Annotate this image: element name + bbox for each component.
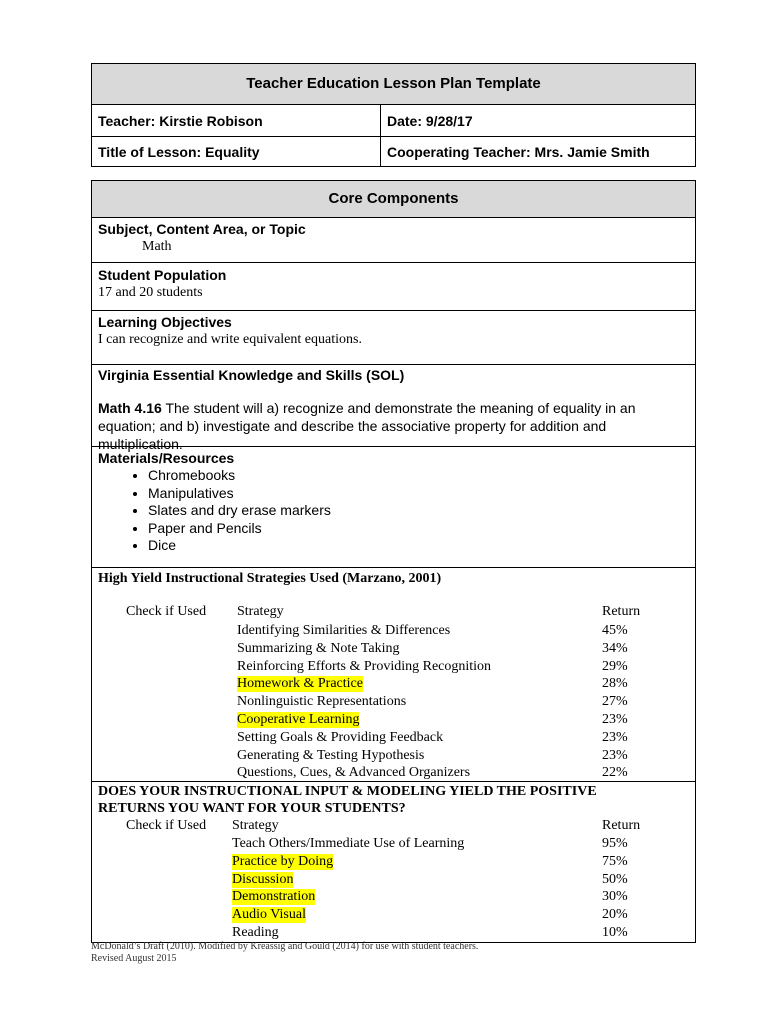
strategy-name: Reading — [232, 925, 279, 940]
sol-heading: Virginia Essential Knowledge and Skills (SOL) — [98, 367, 405, 383]
list-item: • Paper and Pencils — [148, 520, 689, 538]
returns-heading-line1: DOES YOUR INSTRUCTIONAL INPUT & MODELING YIELD THE POSITIVE — [98, 784, 597, 799]
strategy-return: 45% — [602, 623, 628, 638]
population-heading: Student Population — [98, 267, 227, 283]
date-field: Date: 9/28/17 — [387, 112, 473, 129]
returns-heading-line2: RETURNS YOU WANT FOR YOUR STUDENTS? — [98, 801, 406, 816]
strategy-return: 28% — [602, 676, 628, 692]
sol-code: Math 4.16 — [98, 400, 162, 416]
high-yield-col-check: Check if Used — [126, 604, 207, 619]
sol-line1: The student will a) recognize and demonstrate the meaning of equality in an — [161, 400, 636, 416]
subject-section — [92, 218, 695, 262]
sol-line2: equation; and b) investigate and describe the associative property for addition and multiplication. — [98, 418, 607, 452]
strategy-return: 95% — [602, 836, 628, 851]
strategy-name: Teach Others/Immediate Use of Learning — [232, 836, 465, 851]
strategy-return: 23% — [602, 712, 628, 727]
strategy-return: 23% — [602, 747, 628, 763]
subject-text: Math — [142, 239, 172, 254]
footer-credit: McDonald’s Draft (2010). Modified by Kreassig and Gould (2014) for use with student teachers. — [91, 941, 479, 952]
strategy-name: Discussion — [232, 871, 294, 887]
strategy-return: 30% — [602, 889, 628, 905]
materials-section — [92, 446, 695, 567]
core-components-title: Core Components — [92, 181, 695, 218]
strategy-return: 10% — [602, 925, 628, 940]
list-item: • Dice — [148, 537, 689, 555]
strategy-return: 50% — [602, 871, 628, 887]
footer — [91, 941, 478, 965]
strategy-return: 29% — [602, 658, 628, 674]
cooperating-teacher-field: Cooperating Teacher: Mrs. Jamie Smith — [387, 144, 650, 160]
objectives-text: I can recognize and write equivalent equations. — [98, 332, 362, 347]
high-yield-section — [92, 567, 695, 781]
strategy-name: Questions, Cues, & Advanced Organizers — [237, 765, 471, 781]
strategy-return: 20% — [602, 907, 628, 923]
population-section — [92, 262, 695, 310]
strategy-name: Identifying Similarities & Differences — [237, 623, 451, 638]
strategy-name: Practice by Doing — [232, 853, 334, 869]
materials-list — [98, 467, 689, 555]
template-title: Teacher Education Lesson Plan Template — [92, 64, 695, 104]
header-table — [91, 63, 696, 167]
lesson-row — [92, 136, 695, 167]
footer-revised: Revised August 2015 — [91, 953, 177, 964]
materials-heading: Materials/Resources — [98, 450, 235, 466]
strategy-return: 22% — [602, 765, 628, 781]
teacher-field: Teacher: Kirstie Robison — [92, 105, 381, 136]
strategy-name: Cooperative Learning — [237, 712, 360, 727]
high-yield-col-strategy: Strategy — [237, 604, 284, 619]
returns-col-strategy: Strategy — [232, 818, 279, 833]
strategy-name: Demonstration — [232, 889, 316, 905]
core-components-table — [91, 180, 696, 943]
strategy-name: Setting Goals & Providing Feedback — [237, 729, 444, 745]
list-item: • Manipulatives — [148, 485, 689, 503]
returns-section — [92, 781, 695, 944]
strategy-name: Summarizing & Note Taking — [237, 640, 400, 656]
objectives-section — [92, 310, 695, 364]
list-item: • Chromebooks — [148, 467, 689, 485]
strategy-return: 34% — [602, 640, 628, 656]
strategy-name: Homework & Practice — [237, 676, 363, 692]
strategy-return: 23% — [602, 729, 628, 745]
strategy-name: Audio Visual — [232, 907, 306, 923]
high-yield-col-return: Return — [602, 604, 641, 619]
strategy-name: Reinforcing Efforts & Providing Recognition — [237, 658, 492, 674]
sol-section — [92, 364, 695, 452]
subject-heading: Subject, Content Area, or Topic — [98, 221, 306, 237]
strategy-return: 75% — [602, 853, 628, 869]
returns-col-return: Return — [602, 818, 641, 833]
strategy-name: Generating & Testing Hypothesis — [237, 747, 425, 763]
objectives-heading: Learning Objectives — [98, 314, 232, 330]
strategy-return: 27% — [602, 694, 628, 710]
strategy-name: Nonlinguistic Representations — [237, 694, 407, 710]
lesson-title-field: Title of Lesson: Equality — [92, 137, 381, 167]
high-yield-heading: High Yield Instructional Strategies Used (Marzano, 2001) — [98, 571, 442, 586]
list-item: • Slates and dry erase markers — [148, 502, 689, 520]
population-text: 17 and 20 students — [98, 285, 203, 300]
teacher-date-row — [92, 104, 695, 136]
returns-col-check: Check if Used — [126, 818, 207, 833]
sol-text — [98, 399, 689, 453]
returns-heading — [98, 783, 597, 817]
